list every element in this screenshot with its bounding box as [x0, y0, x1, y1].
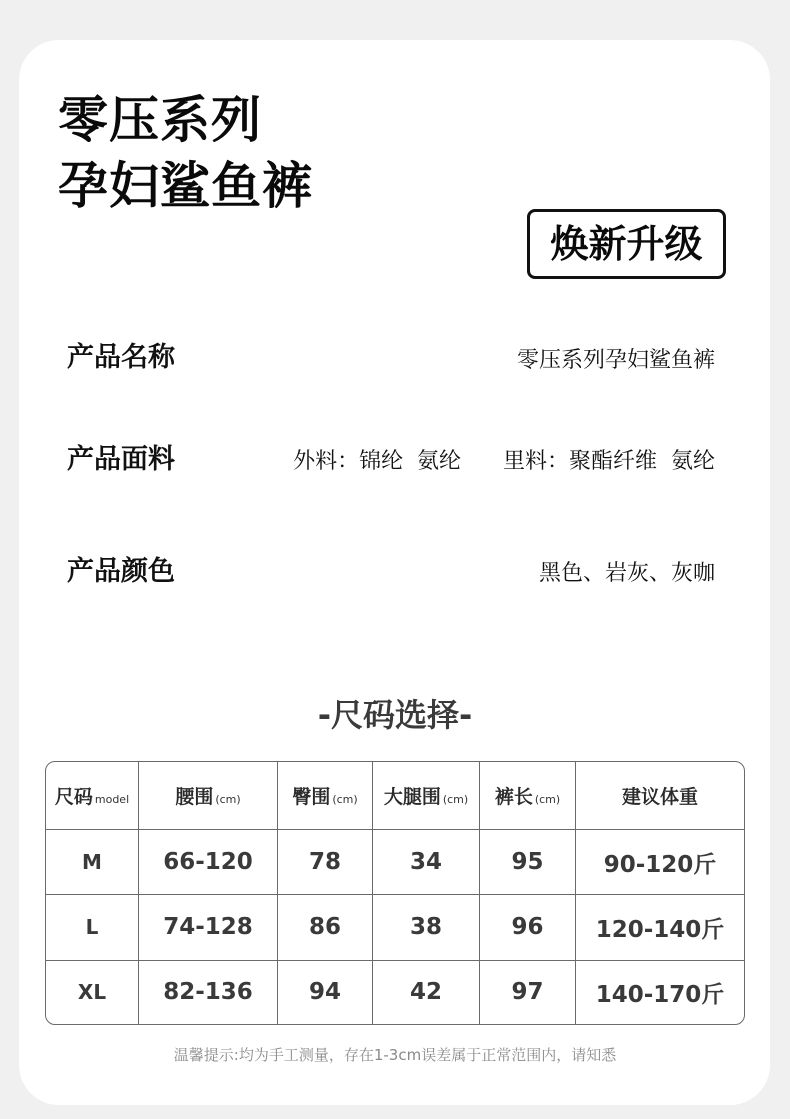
product-name-title: 孕妇鲨鱼裤	[58, 157, 313, 215]
product-color-label: 产品颜色	[67, 556, 175, 587]
header-thigh	[373, 762, 480, 830]
thigh-cell: 34	[373, 830, 480, 895]
thigh-cell: 38	[373, 895, 480, 960]
header-label: 尺码	[54, 786, 93, 808]
header-unit: (cm)	[534, 793, 561, 806]
length-cell: 97	[480, 961, 576, 1024]
hip-cell: 78	[278, 830, 373, 895]
hip-cell: 94	[278, 961, 373, 1024]
upgrade-badge: 焕新升级	[527, 209, 726, 279]
waist-cell: 66-120	[139, 830, 278, 895]
product-series-title: 零压系列	[58, 91, 262, 149]
header-label: 臀围	[292, 786, 331, 808]
header-unit: (cm)	[442, 793, 469, 806]
thigh-cell: 42	[373, 961, 480, 1024]
length-cell: 96	[480, 895, 576, 960]
table-header-row	[46, 762, 744, 830]
size-cell: XL	[46, 961, 139, 1024]
header-label: 大腿围	[383, 786, 441, 808]
header-size	[46, 762, 139, 830]
weight-cell: 120-140斤	[576, 895, 744, 960]
header-label: 腰围	[175, 786, 214, 808]
measurement-tip: 温馨提示:均为手工测量，存在1-3cm误差属于正常范围内，请知悉	[173, 1046, 617, 1064]
size-cell: L	[46, 895, 139, 960]
product-color-value: 黑色、岩灰、灰咖	[538, 561, 715, 586]
hip-cell: 86	[278, 895, 373, 960]
weight-cell: 140-170斤	[595, 981, 725, 1008]
header-hip	[278, 762, 373, 830]
product-name-value: 零压系列孕妇鲨鱼裤	[516, 348, 715, 373]
header-length	[480, 762, 576, 830]
product-name-label: 产品名称	[67, 342, 175, 373]
table-row	[46, 895, 744, 960]
size-table	[45, 761, 745, 1025]
header-unit: (cm)	[215, 793, 241, 806]
size-cell: M	[46, 830, 139, 895]
table-row	[46, 961, 744, 1024]
product-fabric-label: 产品面料	[67, 444, 175, 475]
waist-cell: 82-136	[139, 961, 278, 1024]
size-section-title: -尺码选择-	[317, 696, 473, 734]
product-fabric-value: 外料：锦纶 氨纶 里料：聚酯纤维 氨纶	[293, 449, 715, 474]
header-unit: (cm)	[332, 793, 358, 806]
waist-cell: 74-128	[139, 895, 278, 960]
header-waist	[139, 762, 278, 830]
header-label: 裤长	[494, 786, 533, 808]
header-label: 建议体重	[621, 786, 698, 808]
length-cell: 95	[480, 830, 576, 895]
header-unit: model	[94, 793, 130, 806]
table-row	[46, 830, 744, 895]
header-weight	[576, 762, 744, 830]
weight-cell: 90-120斤	[576, 830, 744, 895]
